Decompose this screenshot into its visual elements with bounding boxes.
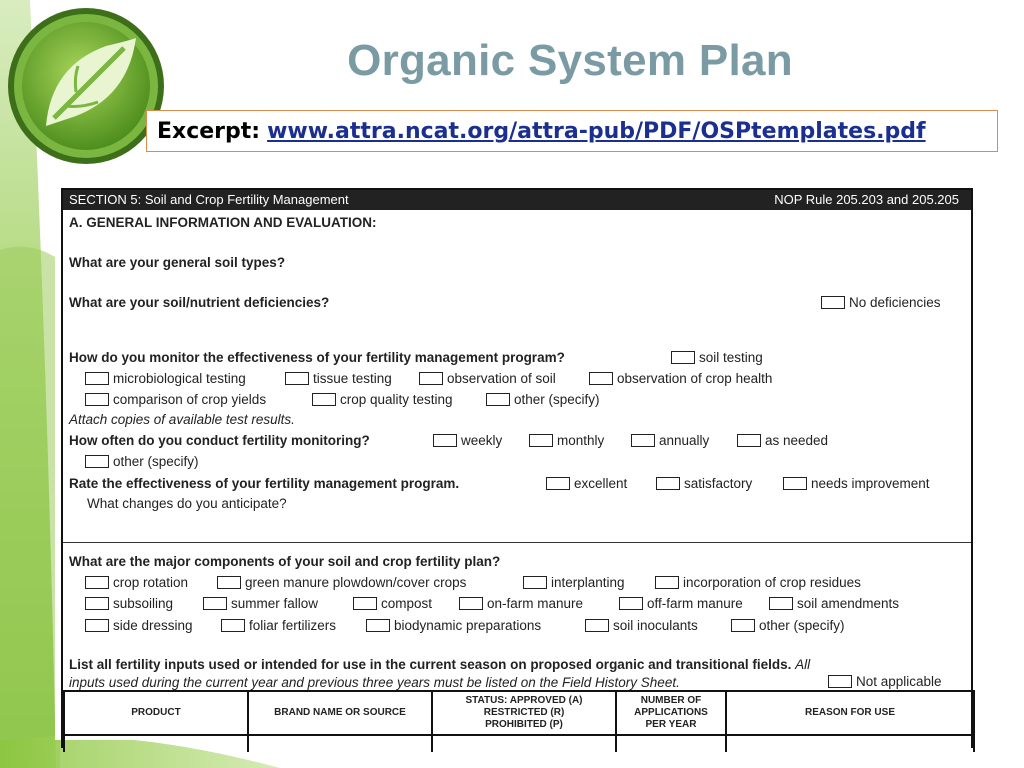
- col-status: [432, 691, 616, 735]
- checkbox[interactable]: [671, 351, 695, 364]
- option-label: other (specify): [759, 618, 845, 633]
- table-cell[interactable]: [726, 735, 974, 752]
- section-title: SECTION 5: Soil and Crop Fertility Management: [69, 192, 349, 207]
- option-label: crop rotation: [113, 575, 189, 590]
- section-header: [63, 190, 971, 210]
- option-label: microbiological testing: [113, 371, 246, 386]
- checkbox[interactable]: [85, 619, 109, 632]
- checkbox[interactable]: [221, 619, 245, 632]
- option-label: on-farm manure: [487, 596, 584, 611]
- checkbox[interactable]: [312, 393, 336, 406]
- option-label: compost: [381, 596, 433, 611]
- instruction-italic: All: [795, 657, 811, 672]
- option-crop-rotation[interactable]: [85, 575, 188, 590]
- fertility-inputs-table: [63, 690, 975, 752]
- checkbox[interactable]: [433, 434, 457, 447]
- option-satisfactory[interactable]: [656, 476, 752, 491]
- checkbox[interactable]: [631, 434, 655, 447]
- checkbox[interactable]: [828, 675, 852, 688]
- checkbox[interactable]: [783, 477, 807, 490]
- checkbox[interactable]: [486, 393, 510, 406]
- col-product: PRODUCT: [64, 691, 248, 735]
- table-cell[interactable]: [616, 735, 726, 752]
- checkbox[interactable]: [366, 619, 390, 632]
- checkbox[interactable]: [285, 372, 309, 385]
- option-off-farm-manure[interactable]: [619, 596, 743, 611]
- option-label: excellent: [574, 476, 628, 491]
- option-needs-improvement[interactable]: [783, 476, 930, 491]
- option-label: incorporation of crop residues: [683, 575, 861, 590]
- checkbox[interactable]: [589, 372, 613, 385]
- option-label: green manure plowdown/cover crops: [245, 575, 467, 590]
- applications-line: APPLICATIONS: [634, 707, 708, 718]
- option-crop-quality-testing[interactable]: [312, 392, 453, 407]
- checkbox[interactable]: [585, 619, 609, 632]
- form-excerpt-image: [55, 180, 986, 740]
- checkbox[interactable]: [85, 372, 109, 385]
- checkbox[interactable]: [85, 597, 109, 610]
- option-label: observation of crop health: [617, 371, 773, 386]
- checkbox[interactable]: [731, 619, 755, 632]
- option-no-deficiencies[interactable]: [821, 295, 941, 310]
- option-label: satisfactory: [684, 476, 753, 491]
- option-label: summer fallow: [231, 596, 319, 611]
- option-observation-of-soil[interactable]: [419, 371, 556, 386]
- checkbox[interactable]: [529, 434, 553, 447]
- excerpt-box: [146, 110, 998, 152]
- question-deficiencies: What are your soil/nutrient deficiencies?: [69, 295, 330, 310]
- checkbox[interactable]: [353, 597, 377, 610]
- checkbox[interactable]: [85, 455, 109, 468]
- slide-title: Organic System Plan: [347, 36, 793, 85]
- checkbox[interactable]: [655, 576, 679, 589]
- col-brand: BRAND NAME OR SOURCE: [248, 691, 432, 735]
- excerpt-link[interactable]: www.attra.ncat.org/attra-pub/PDF/OSPtemplates.pdf: [267, 119, 926, 144]
- option-as-needed[interactable]: [737, 433, 828, 448]
- question-changes: What changes do you anticipate?: [87, 496, 287, 511]
- option-monthly[interactable]: [529, 433, 604, 448]
- col-applications: [616, 691, 726, 735]
- option-not-applicable[interactable]: [828, 674, 942, 689]
- option-on-farm-manure[interactable]: [459, 596, 583, 611]
- option-incorporation-of-crop-residues[interactable]: [655, 575, 861, 590]
- question-components: What are the major components of your soil and crop fertility plan?: [69, 554, 501, 569]
- table-cell[interactable]: [64, 735, 248, 752]
- option-label: needs improvement: [811, 476, 930, 491]
- option-label: soil amendments: [797, 596, 900, 611]
- status-line: STATUS: APPROVED (A): [465, 695, 583, 706]
- option-label: biodynamic preparations: [394, 618, 542, 633]
- option-label: subsoiling: [113, 596, 174, 611]
- checkbox[interactable]: [737, 434, 761, 447]
- checkbox[interactable]: [546, 477, 570, 490]
- leaf-logo-icon: [6, 6, 166, 166]
- option-components-other[interactable]: [731, 618, 845, 633]
- divider: [63, 542, 971, 543]
- question-how-often: How often do you conduct fertility monitoring?: [69, 433, 370, 448]
- table-row: [64, 735, 974, 752]
- checkbox[interactable]: [821, 296, 845, 309]
- checkbox[interactable]: [203, 597, 227, 610]
- applications-line: PER YEAR: [645, 719, 697, 730]
- checkbox[interactable]: [769, 597, 793, 610]
- option-label: other (specify): [113, 454, 199, 469]
- applications-line: NUMBER OF: [640, 695, 702, 706]
- option-label: side dressing: [113, 618, 193, 633]
- option-green-manure[interactable]: [217, 575, 466, 590]
- option-label: soil inoculants: [613, 618, 698, 633]
- option-biodynamic-preparations[interactable]: [366, 618, 541, 633]
- option-comparison-of-crop-yields[interactable]: [85, 392, 266, 407]
- table-cell[interactable]: [432, 735, 616, 752]
- fertility-form: [61, 188, 973, 748]
- option-label: monthly: [557, 433, 605, 448]
- question-monitor: How do you monitor the effectiveness of your fertility management program?: [69, 350, 565, 365]
- option-subsoiling[interactable]: [85, 596, 173, 611]
- option-label: observation of soil: [447, 371, 556, 386]
- option-label: off-farm manure: [647, 596, 743, 611]
- table-header-row: [64, 691, 974, 735]
- instruction-bold: List all fertility inputs used or intended for use in the current season on proposed organic and transitional fields.: [69, 657, 792, 672]
- status-line: RESTRICTED (R): [483, 707, 565, 718]
- note-attach-test-results: Attach copies of available test results.: [69, 412, 295, 427]
- checkbox[interactable]: [656, 477, 680, 490]
- option-weekly[interactable]: [433, 433, 502, 448]
- option-label: foliar fertilizers: [249, 618, 337, 633]
- option-label: annually: [659, 433, 710, 448]
- question-rate-effectiveness: Rate the effectiveness of your fertility management program.: [69, 476, 460, 491]
- excerpt-label: Excerpt:: [157, 119, 261, 144]
- question-soil-types: What are your general soil types?: [69, 255, 286, 270]
- status-line: PROHIBITED (P): [485, 719, 563, 730]
- option-label: tissue testing: [313, 371, 392, 386]
- option-soil-inoculants[interactable]: [585, 618, 698, 633]
- option-soil-testing[interactable]: [671, 350, 763, 365]
- checkbox[interactable]: [85, 393, 109, 406]
- option-soil-amendments[interactable]: [769, 596, 899, 611]
- option-frequency-other[interactable]: [85, 454, 199, 469]
- part-a-heading: A. GENERAL INFORMATION AND EVALUATION:: [69, 215, 377, 230]
- instruction-list-inputs: [69, 657, 810, 672]
- option-label: Not applicable: [856, 674, 942, 689]
- checkbox[interactable]: [217, 576, 241, 589]
- checkbox[interactable]: [85, 576, 109, 589]
- option-observation-of-crop-health[interactable]: [589, 371, 772, 386]
- option-label: crop quality testing: [340, 392, 453, 407]
- option-monitor-other[interactable]: [486, 392, 600, 407]
- option-label: as needed: [765, 433, 829, 448]
- option-interplanting[interactable]: [523, 575, 625, 590]
- table-cell[interactable]: [248, 735, 432, 752]
- option-label: other (specify): [514, 392, 600, 407]
- col-reason: REASON FOR USE: [726, 691, 974, 735]
- option-microbiological-testing[interactable]: [85, 371, 246, 386]
- option-tissue-testing[interactable]: [285, 371, 392, 386]
- option-side-dressing[interactable]: [85, 618, 193, 633]
- option-foliar-fertilizers[interactable]: [221, 618, 336, 633]
- option-label: soil testing: [699, 350, 763, 365]
- checkbox[interactable]: [523, 576, 547, 589]
- nop-rule: NOP Rule 205.203 and 205.205: [774, 192, 959, 207]
- option-summer-fallow[interactable]: [203, 596, 318, 611]
- option-annually[interactable]: [631, 433, 709, 448]
- option-label: interplanting: [551, 575, 625, 590]
- option-label: weekly: [461, 433, 503, 448]
- option-label: comparison of crop yields: [113, 392, 267, 407]
- option-label: No deficiencies: [849, 295, 941, 310]
- instruction-field-history: inputs used during the current year and previous three years must be listed on the Field History Sheet.: [69, 675, 680, 690]
- option-excellent[interactable]: [546, 476, 627, 491]
- checkbox[interactable]: [459, 597, 483, 610]
- checkbox[interactable]: [619, 597, 643, 610]
- checkbox[interactable]: [419, 372, 443, 385]
- option-compost[interactable]: [353, 596, 432, 611]
